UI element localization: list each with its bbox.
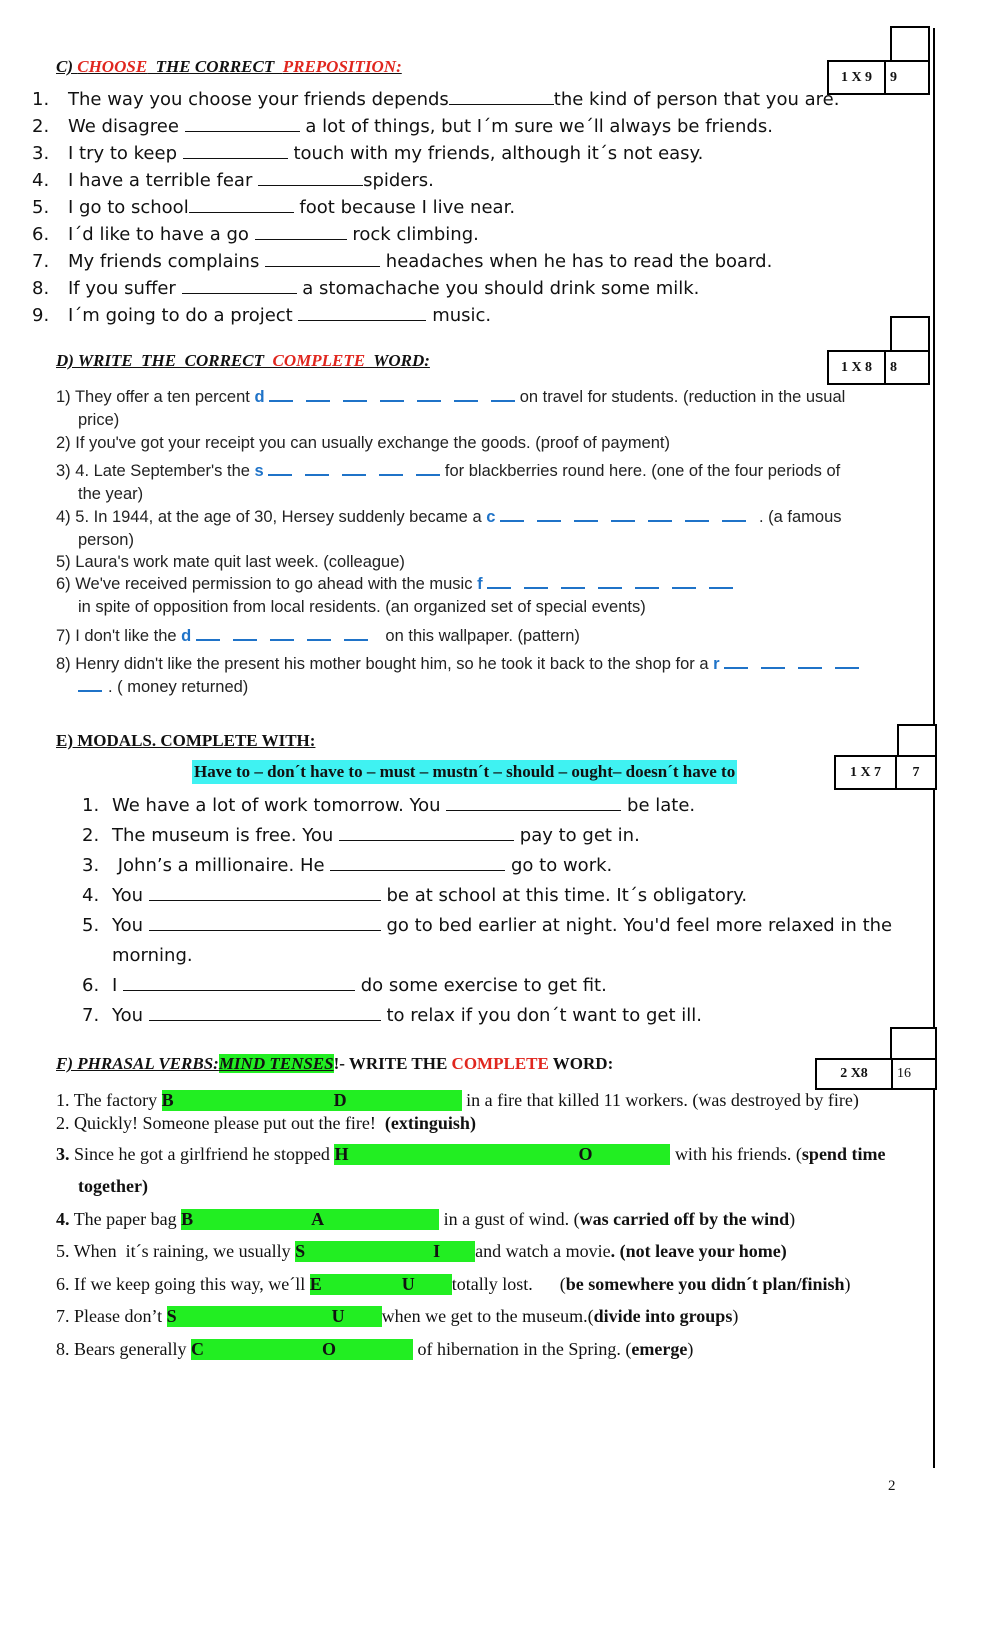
list-item-continuation: in spite of opposition from local residents. (an organized set of special events) bbox=[78, 598, 646, 616]
score-label: 1 X 9 bbox=[829, 62, 886, 93]
list-item: 1. The way you choose your friends depends the kind of person that you are. bbox=[32, 89, 840, 110]
list-item: 3) 4. Late September's the s for blackberries round here. (one of the four periods of bbox=[56, 462, 841, 480]
page-number: 2 bbox=[888, 1478, 896, 1494]
list-item: 7. You to relax if you don´t want to get ill. bbox=[82, 1005, 702, 1026]
score-value: 7 bbox=[912, 764, 920, 780]
section-c-list bbox=[32, 86, 839, 329]
answer-blank: H O bbox=[334, 1144, 670, 1165]
list-item: 5) Laura's work mate quit last week. (colleague) bbox=[56, 553, 405, 571]
score-value: 16 bbox=[897, 1066, 911, 1081]
list-item: 8) Henry didn't like the present his mother bought him, so he took it back to the shop for a r bbox=[56, 655, 886, 678]
list-item-continuation: person) bbox=[78, 531, 134, 549]
list-item: 4. I have a terrible fear spiders. bbox=[32, 170, 434, 191]
answer-blank: C O bbox=[191, 1339, 413, 1360]
list-item-continuation: price) bbox=[78, 411, 120, 429]
score-label: 1 X 7 bbox=[836, 757, 897, 788]
list-item: 4. You be at school at this time. It´s obligatory. bbox=[82, 885, 748, 906]
section-e-list bbox=[82, 791, 892, 1031]
answer-blank: S U bbox=[167, 1306, 382, 1327]
list-item: 1) They offer a ten percent d on travel for students. (reduction in the usual bbox=[56, 388, 846, 406]
list-item-continuation: . ( money returned) bbox=[56, 678, 886, 701]
answer-blank: B D bbox=[162, 1090, 462, 1111]
section-f-list bbox=[56, 1090, 936, 1371]
score-value: 8 bbox=[890, 359, 897, 375]
list-item: 4. The paper bag B A in a gust of wind. (was carried off by the wind) bbox=[56, 1209, 796, 1229]
answer-blank: B A bbox=[181, 1209, 439, 1230]
list-item: 8. Bears generally C O of hibernation in the Spring. (emerge) bbox=[56, 1339, 694, 1359]
list-item: 2. The museum is free. You pay to get in. bbox=[82, 825, 640, 846]
score-box-f bbox=[815, 1058, 937, 1090]
list-item: 6. If we keep going this way, we´ll E U totally lost. (be somewhere you didn´t plan/finish) bbox=[56, 1274, 851, 1294]
list-item-continuation: morning. bbox=[112, 945, 193, 966]
answer-blank: S I bbox=[295, 1241, 475, 1262]
list-item: 2. We disagree a lot of things, but I´m sure we´ll always be friends. bbox=[32, 116, 773, 137]
score-top-box-f bbox=[890, 1027, 937, 1062]
list-item: 2. Quickly! Someone please put out the fire! (extinguish) bbox=[56, 1113, 476, 1133]
score-box-e bbox=[834, 755, 937, 790]
section-e-title: E) MODALS. COMPLETE WITH: bbox=[56, 731, 316, 750]
list-item: 5. I go to school foot because I live near. bbox=[32, 197, 516, 218]
list-item: 7. Please don’t S U when we get to the museum.(divide into groups) bbox=[56, 1306, 739, 1326]
list-item: 5. You go to bed earlier at night. You'd feel more relaxed in the bbox=[82, 915, 893, 936]
score-top-box-c bbox=[890, 26, 930, 64]
score-label: 1 X 8 bbox=[829, 352, 886, 383]
score-top-box-e bbox=[897, 724, 937, 759]
list-item: 8. If you suffer a stomachache you should drink some milk. bbox=[32, 278, 700, 299]
section-f-title: F) PHRASAL VERBS:MIND TENSES!- WRITE THE COMPLETE WORD: bbox=[56, 1054, 614, 1073]
score-box-d bbox=[827, 350, 930, 385]
list-item: 9. I´m going to do a project music. bbox=[32, 305, 492, 326]
section-d-list bbox=[56, 388, 886, 701]
list-item: 6. I do some exercise to get fit. bbox=[82, 975, 607, 996]
score-value: 9 bbox=[890, 69, 897, 85]
list-item: 3. I try to keep touch with my friends, although it´s not easy. bbox=[32, 143, 704, 164]
score-top-box-d bbox=[890, 316, 930, 354]
list-item-continuation: together) bbox=[78, 1176, 148, 1196]
list-item: 7. My friends complains headaches when he has to read the board. bbox=[32, 251, 773, 272]
list-item: 1. We have a lot of work tomorrow. You be late. bbox=[82, 795, 696, 816]
score-box-c bbox=[827, 60, 930, 95]
list-item: 2) If you've got your receipt you can usually exchange the goods. (proof of payment) bbox=[56, 434, 671, 452]
modal-options-bar: Have to – don´t have to – must – mustn´t – should – ought– doesn´t have to bbox=[192, 760, 737, 784]
answer-blank: E U bbox=[310, 1274, 452, 1295]
list-item: 6) We've received permission to go ahead with the music f bbox=[56, 575, 886, 598]
section-c-title: C) CHOOSE THE CORRECT PREPOSITION: bbox=[56, 57, 402, 76]
list-item: 1. The factory B D in a fire that killed 11 workers. (was destroyed by fire) bbox=[56, 1090, 859, 1110]
list-item-continuation: the year) bbox=[78, 485, 144, 503]
list-item: 5. When it´s raining, we usually S I and watch a movie. (not leave your home) bbox=[56, 1241, 787, 1261]
list-item: 3. Since he got a girlfriend he stopped H O with his friends. (spend time bbox=[56, 1144, 886, 1164]
list-item: 4) 5. In 1944, at the age of 30, Hersey suddenly became a c . (a famous bbox=[56, 508, 842, 526]
list-item: 6. I´d like to have a go rock climbing. bbox=[32, 224, 479, 245]
list-item: 7) I don't like the d on this wallpaper. (pattern) bbox=[56, 627, 580, 645]
score-label: 2 X8 bbox=[817, 1060, 893, 1088]
list-item: 3. John’s a millionaire. He go to work. bbox=[82, 855, 613, 876]
section-d-title: D) WRITE THE CORRECT COMPLETE WORD: bbox=[56, 351, 430, 370]
